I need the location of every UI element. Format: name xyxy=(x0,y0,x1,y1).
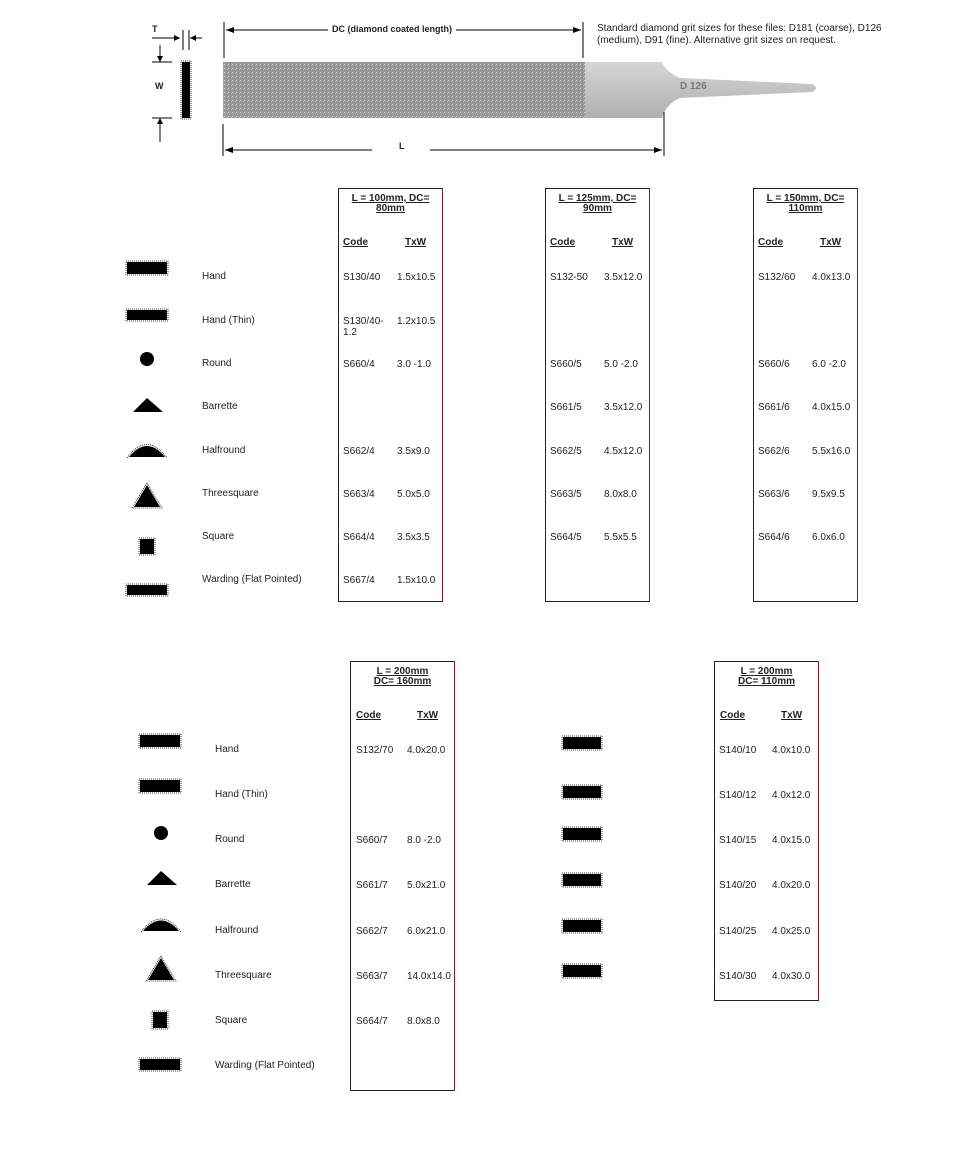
cell-txw: 4.0x15.0 xyxy=(812,402,851,413)
cell-code: S664/7 xyxy=(356,1016,388,1027)
top-shape-icons xyxy=(125,259,170,599)
cell-txw: 1.5x10.0 xyxy=(397,575,436,586)
cell-code: S130/40 xyxy=(343,272,381,283)
cell-code: S662/4 xyxy=(343,446,375,457)
shape-label-square: Square xyxy=(215,1015,248,1026)
barrette-icon xyxy=(147,871,177,885)
square-icon xyxy=(152,1011,168,1029)
cell-txw: 4.0x12.0 xyxy=(772,790,811,801)
table-header: L = 125mm, DC= 90mm xyxy=(558,193,637,214)
cell-code: S130/40-1.2 xyxy=(343,316,384,338)
cell-txw: 5.5x5.5 xyxy=(604,532,637,543)
cell-txw: 5.0x21.0 xyxy=(407,880,446,891)
cell-code: S664/5 xyxy=(550,532,582,543)
size-table-1 xyxy=(338,188,443,602)
triangle-icon xyxy=(132,483,162,508)
shape-label-threesquare: Threesquare xyxy=(215,970,272,981)
rect-icon xyxy=(139,734,181,748)
cell-code: S663/6 xyxy=(758,489,790,500)
t-dimension-label: T xyxy=(148,24,162,34)
cell-txw: 5.0 -2.0 xyxy=(604,359,638,370)
column-header-code: Code xyxy=(550,237,575,248)
shape-label-hand: Hand xyxy=(215,744,239,755)
cell-code: S140/30 xyxy=(719,971,757,982)
shape-label-round: Round xyxy=(215,834,245,845)
rect-icon xyxy=(562,873,602,887)
cell-code: S661/7 xyxy=(356,880,388,891)
shape-label-round: Round xyxy=(202,358,232,369)
size-table-200-110 xyxy=(714,661,819,1001)
cell-code: S663/5 xyxy=(550,489,582,500)
column-header-code: Code xyxy=(356,710,381,721)
size-table-3 xyxy=(753,188,858,602)
rect-icon xyxy=(562,736,602,750)
cell-txw: 8.0x8.0 xyxy=(604,489,637,500)
cell-txw: 4.5x12.0 xyxy=(604,446,643,457)
column-header-code: Code xyxy=(343,237,368,248)
barrette-icon xyxy=(133,398,163,412)
cell-txw: 3.0 -1.0 xyxy=(397,359,431,370)
table-header: L = 150mm, DC= 110mm xyxy=(766,193,845,214)
shape-label-threesquare: Threesquare xyxy=(202,488,259,499)
column-header-txw: TxW xyxy=(417,710,439,721)
rect-icon xyxy=(562,827,602,841)
cell-txw: 1.5x10.5 xyxy=(397,272,436,283)
cell-code: S663/7 xyxy=(356,971,388,982)
cell-code: S140/15 xyxy=(719,835,757,846)
shape-label-hand-thin: Hand (Thin) xyxy=(202,315,255,326)
warding-icon xyxy=(126,584,168,596)
cell-code: S662/6 xyxy=(758,446,790,457)
halfround-icon xyxy=(127,445,167,459)
cell-txw: 8.0 -2.0 xyxy=(407,835,441,846)
table-header xyxy=(351,667,454,687)
shape-label-warding: Warding (Flat Pointed) xyxy=(215,1060,315,1071)
cell-txw: 3.5x12.0 xyxy=(604,402,643,413)
shape-label-barrette: Barrette xyxy=(202,401,238,412)
column-header-code: Code xyxy=(720,710,745,721)
cell-code: S664/4 xyxy=(343,532,375,543)
cell-txw: 3.5x3.5 xyxy=(397,532,430,543)
grit-size-note: Standard diamond grit sizes for these files: D181 (coarse), D126 (medium), D91 (fine). Alternative grit sizes on request. xyxy=(597,23,882,46)
cell-txw: 4.0x30.0 xyxy=(772,971,811,982)
shape-label-square: Square xyxy=(202,531,235,542)
cell-code: S663/4 xyxy=(343,489,375,500)
cell-code: S132-50 xyxy=(550,272,588,283)
header-line-1: L = 200mm xyxy=(740,666,793,677)
shape-label-halfround: Halfround xyxy=(215,925,259,936)
w-dimension-label: W xyxy=(151,81,168,91)
shape-label-hand: Hand xyxy=(202,271,226,282)
shape-label-warding: Warding (Flat Pointed) xyxy=(202,574,302,585)
table-header: L = 100mm, DC= 80mm xyxy=(351,193,430,214)
cell-txw: 14.0x14.0 xyxy=(407,971,451,982)
cell-code: S664/6 xyxy=(758,532,790,543)
column-header-txw: TxW xyxy=(405,237,427,248)
cell-code: S140/20 xyxy=(719,880,757,891)
rect-variant-icons xyxy=(560,733,606,983)
warding-icon xyxy=(139,1058,181,1071)
cell-code: S660/5 xyxy=(550,359,582,370)
cell-txw: 6.0x6.0 xyxy=(812,532,845,543)
cell-txw: 1.2x10.5 xyxy=(397,316,436,327)
cell-code: S662/7 xyxy=(356,926,388,937)
l-dimension-label: L xyxy=(395,141,409,151)
cell-txw: 8.0x8.0 xyxy=(407,1016,440,1027)
cell-code: S667/4 xyxy=(343,575,375,586)
circle-icon xyxy=(140,352,154,366)
cell-txw: 4.0x20.0 xyxy=(772,880,811,891)
column-header-txw: TxW xyxy=(781,710,803,721)
header-line-1: L = 200mm xyxy=(376,666,429,677)
cell-txw: 4.0x15.0 xyxy=(772,835,811,846)
cell-txw: 6.0x21.0 xyxy=(407,926,446,937)
cell-txw: 4.0x13.0 xyxy=(812,272,851,283)
cell-code: S660/4 xyxy=(343,359,375,370)
rect-thin-icon xyxy=(139,779,181,793)
cell-code: S661/6 xyxy=(758,402,790,413)
cell-txw: 5.0x5.0 xyxy=(397,489,430,500)
cell-txw: 5.5x16.0 xyxy=(812,446,851,457)
size-table-2 xyxy=(545,188,650,602)
rect-icon xyxy=(126,261,168,275)
cell-txw: 4.0x25.0 xyxy=(772,926,811,937)
cell-txw: 3.5x12.0 xyxy=(604,272,643,283)
square-icon xyxy=(139,538,155,555)
table-header xyxy=(715,667,818,687)
cell-txw: 4.0x10.0 xyxy=(772,745,811,756)
header-line-2: DC= 110mm xyxy=(738,676,795,687)
cell-code: S132/70 xyxy=(356,745,394,756)
cell-code: S140/10 xyxy=(719,745,757,756)
bottom-shape-icons xyxy=(138,730,183,1080)
rect-icon xyxy=(562,919,602,933)
cell-txw: 9.5x9.5 xyxy=(812,489,845,500)
cell-code: S140/12 xyxy=(719,790,757,801)
cell-txw: 3.5x9.0 xyxy=(397,446,430,457)
rect-icon xyxy=(562,785,602,799)
cell-code: S660/7 xyxy=(356,835,388,846)
cell-code: S132/60 xyxy=(758,272,796,283)
cell-txw: 6.0 -2.0 xyxy=(812,359,846,370)
shape-label-hand-thin: Hand (Thin) xyxy=(215,789,268,800)
column-header-txw: TxW xyxy=(612,237,634,248)
header-line-2: DC= 160mm xyxy=(373,676,432,687)
rect-thin-icon xyxy=(126,309,168,321)
column-header-code: Code xyxy=(758,237,783,248)
rect-icon xyxy=(562,964,602,978)
triangle-icon xyxy=(146,956,176,981)
dc-dimension-label: DC (diamond coated length) xyxy=(328,24,456,34)
grit-engraving: D 126 xyxy=(680,81,707,92)
circle-icon xyxy=(154,826,168,840)
shape-label-halfround: Halfround xyxy=(202,445,246,456)
cell-code: S662/5 xyxy=(550,446,582,457)
size-table-200-160 xyxy=(350,661,455,1091)
cell-code: S661/5 xyxy=(550,402,582,413)
cell-code: S660/6 xyxy=(758,359,790,370)
column-header-txw: TxW xyxy=(820,237,842,248)
shape-label-barrette: Barrette xyxy=(215,879,251,890)
cell-txw: 4.0x20.0 xyxy=(407,745,446,756)
cell-code: S140/25 xyxy=(719,926,757,937)
halfround-icon xyxy=(141,919,181,932)
